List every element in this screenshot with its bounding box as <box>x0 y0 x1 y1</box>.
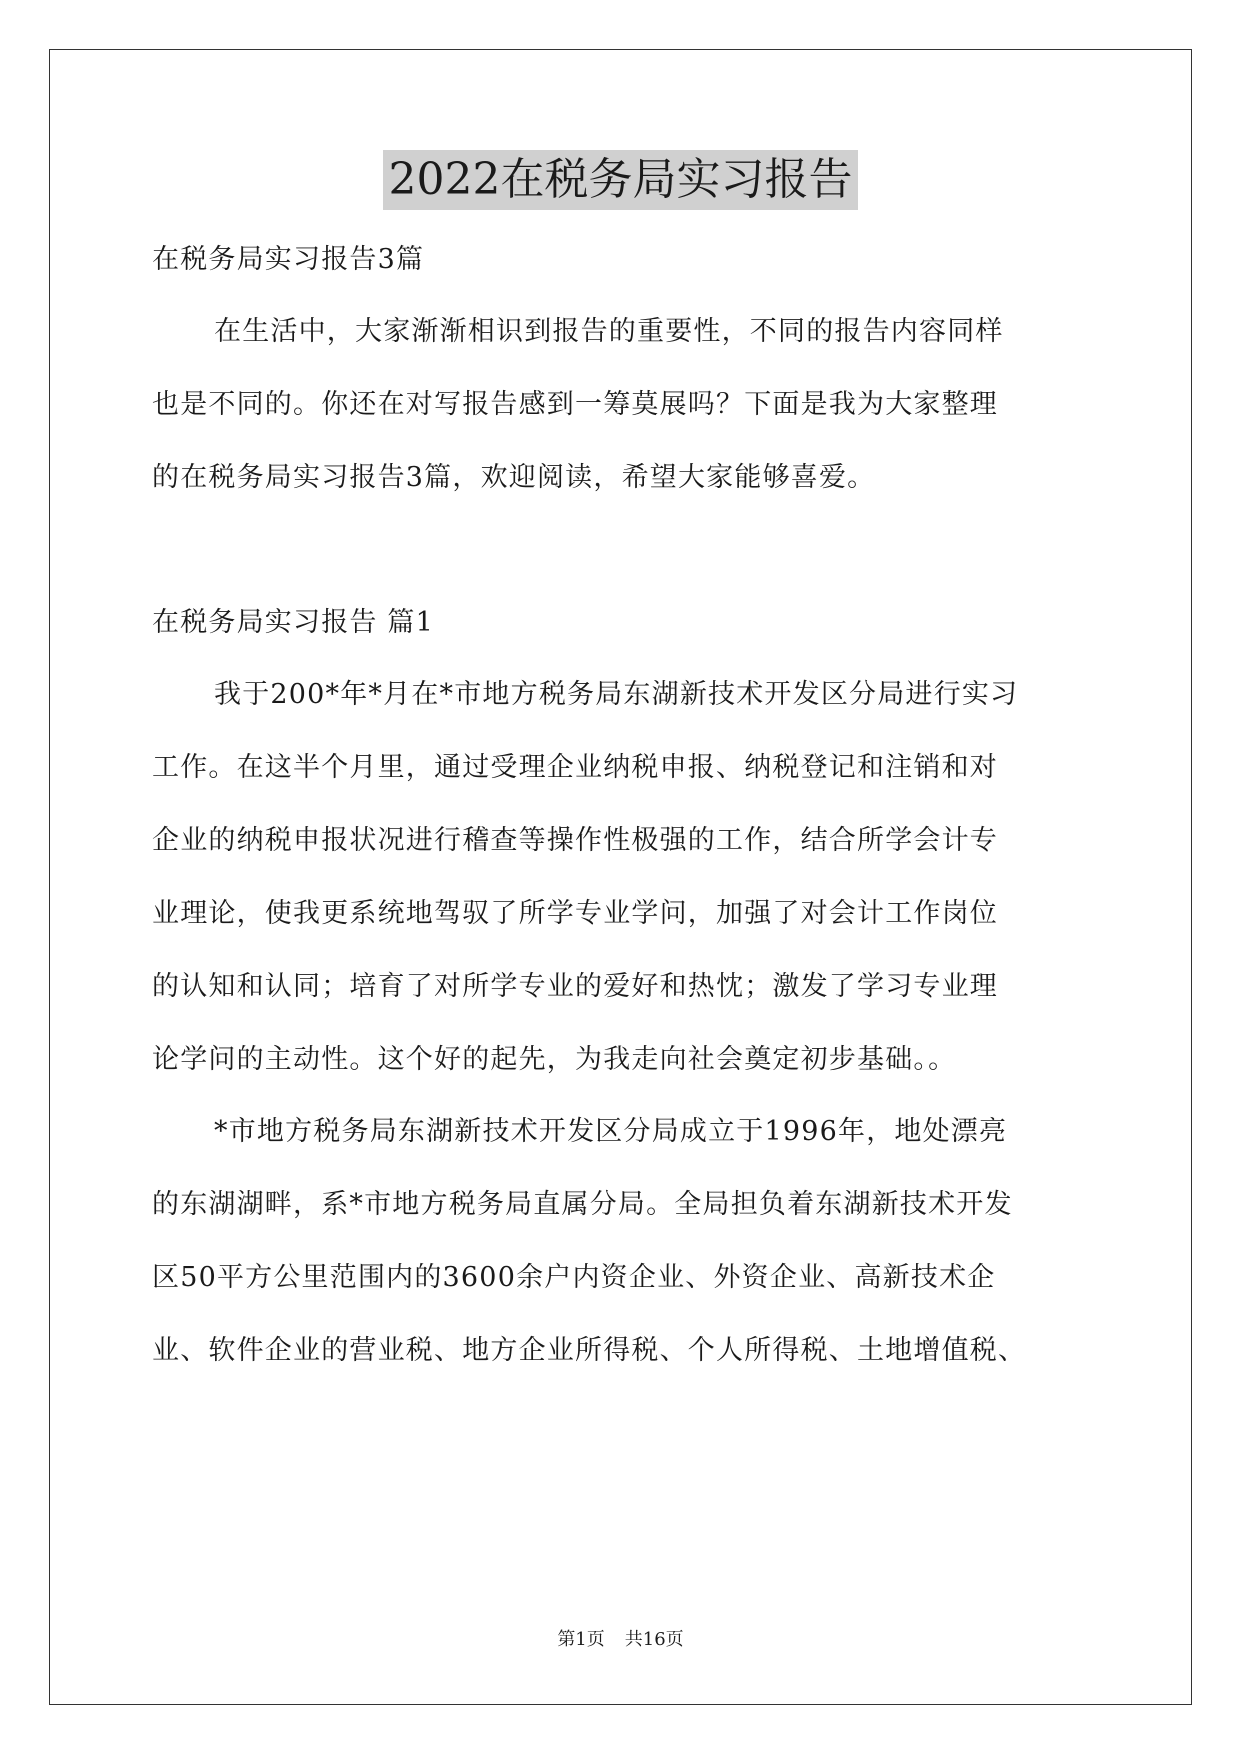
intro-line: 也是不同的。你还在对写报告感到一筹莫展吗？下面是我为大家整理 <box>152 389 998 420</box>
intro-line: 在生活中，大家渐渐相识到报告的重要性，不同的报告内容同样 <box>214 316 1004 347</box>
paragraph-line: 我于200*年*月在*市地方税务局东湖新技术开发区分局进行实习 <box>214 679 1019 710</box>
paragraph-line: 区50平方公里范围内的3600余户内资企业、外资企业、高新技术企 <box>152 1262 996 1293</box>
page-number: 第1页 <box>557 1629 605 1650</box>
paragraph-line: 的东湖湖畔，系*市地方税务局直属分局。全局担负着东湖新技术开发 <box>152 1189 1013 1220</box>
page-border <box>49 49 1192 1705</box>
paragraph-line: 业、软件企业的营业税、地方企业所得税、个人所得税、土地增值税、 <box>152 1335 1027 1366</box>
paragraph-line: 论学问的主动性。这个好的起先，为我走向社会奠定初步基础。。 <box>152 1044 957 1075</box>
paragraph-line: 的认知和认同；培育了对所学专业的爱好和热忱；激发了学习专业理 <box>152 971 998 1002</box>
paragraph-line: 企业的纳税申报状况进行稽查等操作性极强的工作，结合所学会计专 <box>152 825 998 856</box>
intro-line: 的在税务局实习报告3篇，欢迎阅读，希望大家能够喜爱。 <box>152 462 876 493</box>
subtitle: 在税务局实习报告3篇 <box>152 244 425 275</box>
paragraph-line: *市地方税务局东湖新技术开发区分局成立于1996年，地处漂亮 <box>214 1116 1008 1147</box>
document-title <box>0 150 1241 210</box>
paragraph-line: 业理论，使我更系统地驾驭了所学专业学问，加强了对会计工作岗位 <box>152 898 998 929</box>
page-footer <box>0 1628 1241 1652</box>
section-heading: 在税务局实习报告 篇1 <box>152 607 434 638</box>
page-total: 共16页 <box>624 1629 684 1650</box>
paragraph-line: 工作。在这半个月里，通过受理企业纳税申报、纳税登记和注销和对 <box>152 752 998 783</box>
document-title-text: 2022在税务局实习报告 <box>383 150 859 210</box>
